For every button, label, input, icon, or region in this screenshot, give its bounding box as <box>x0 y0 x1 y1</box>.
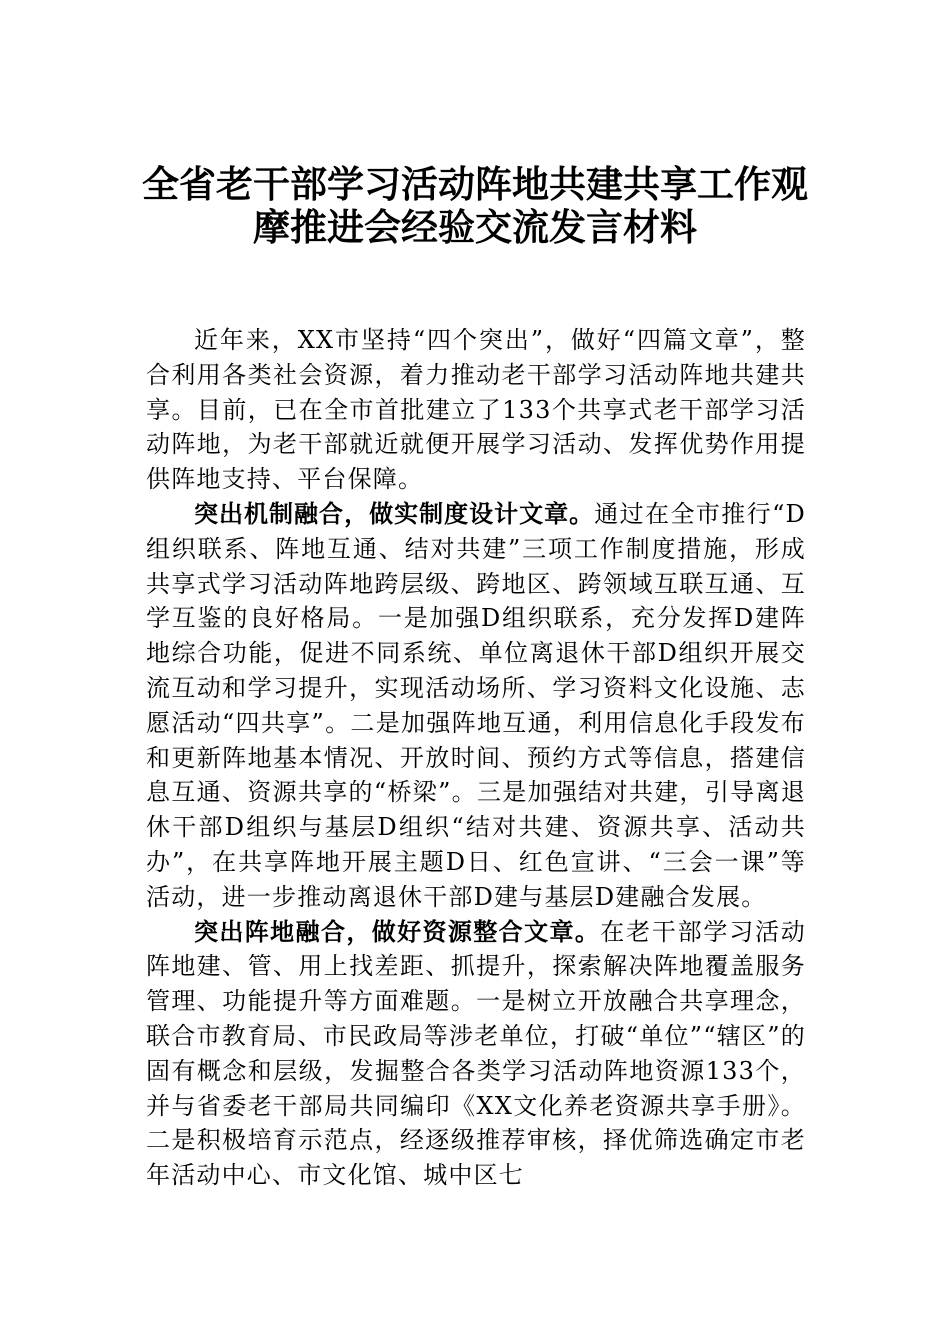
paragraph-text: 通过在全市推行“D组织联系、阵地互通、结对共建”三项工作制度措施，形成共享式学习活动阵地跨层级、跨地区、跨领域互联互通、互学互鉴的良好格局。一是加强D组织联系，充分发挥D建阵地综合功能，促进不同系统、单位离退休干部D组织开展交流互动和学习提升，实现活动场所、学习资料文化设施、志愿活动“四共享”。二是加强阵地互通，利用信息化手段发布和更新阵地基本情况、开放时间、预约方式等信息，搭建信息互通、资源共享的“桥梁”。三是加强结对共建，引导离退休干部D组织与基层D组织“结对共建、资源共享、活动共办”，在共享阵地开展主题D日、红色宣讲、“三会一课”等活动，进一步推动离退休干部D建与基层D建融合发展。 <box>146 499 806 911</box>
document-body <box>146 323 806 1193</box>
paragraph-venue <box>146 915 806 1193</box>
document-title-line-2: 摩推进会经验交流发言材料 <box>253 205 697 249</box>
paragraph-text: 在老干部学习活动阵地建、管、用上找差距、抓提升，探索解决阵地覆盖服务管理、功能提升等方面难题。一是树立开放融合共享理念，联合市教育局、市民政局等涉老单位，打破“单位”“辖区”的固有概念和层级，发掘整合各类学习活动阵地资源133个，并与省委老干部局共同编印《XX文化养老资源共享手册》。二是积极培育示范点，经逐级推荐审核，择优筛选确定市老年活动中心、市文化馆、城中区七 <box>146 917 806 1190</box>
paragraph-intro <box>146 323 806 497</box>
paragraph-lead-heading: 突出阵地融合，做好资源整合文章。 <box>194 916 601 946</box>
paragraph-text: 近年来，XX市坚持“四个突出”，做好“四篇文章”，整合利用各类社会资源，着力推动老干部学习活动阵地共建共享。目前，已在全市首批建立了133个共享式老干部学习活动阵地，为老干部就近就便开展学习活动、发挥优势作用提供阵地支持、平台保障。 <box>146 326 806 494</box>
document-title-line-1: 全省老干部学习活动阵地共建共享工作观 <box>142 162 808 206</box>
paragraph-lead-heading: 突出机制融合，做实制度设计文章。 <box>194 498 595 528</box>
paragraph-mechanism <box>146 497 806 915</box>
